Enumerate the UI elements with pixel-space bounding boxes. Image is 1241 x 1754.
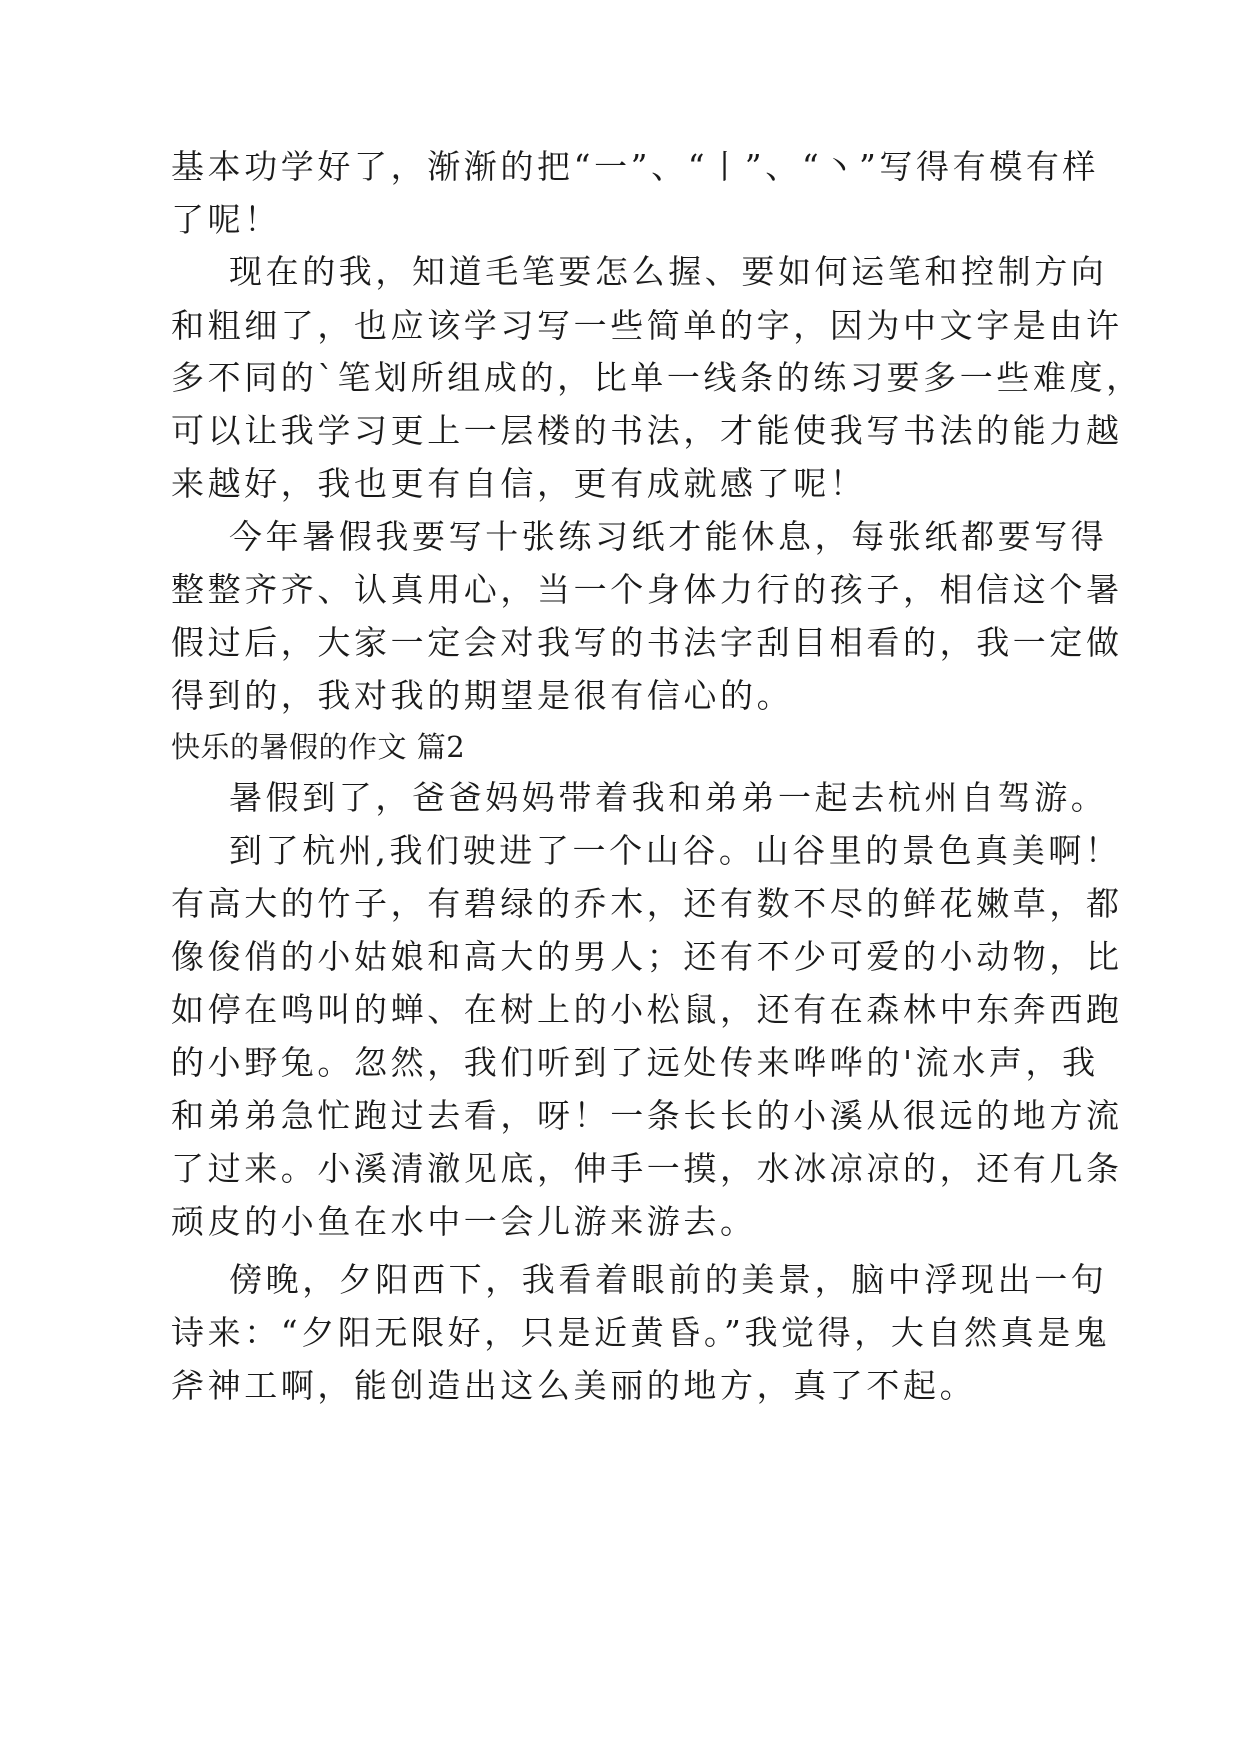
section-heading: 快乐的暑假的作文 篇2 <box>171 730 466 764</box>
paragraph-line: 整整齐齐、认真用心，当一个身体力行的孩子，相信这个暑 <box>171 570 1123 609</box>
paragraph-line: 到了杭州,我们驶进了一个山谷。山谷里的景色真美啊！ <box>229 831 1122 870</box>
paragraph-line: 来越好，我也更有自信，更有成就感了呢！ <box>171 464 867 503</box>
paragraph-line: 今年暑假我要写十张练习纸才能休息，每张纸都要写得 <box>229 517 1108 556</box>
paragraph-line: 傍晚，夕阳西下，我看着眼前的美景，脑中浮现出一句 <box>229 1260 1108 1299</box>
paragraph-line: 现在的我，知道毛笔要怎么握、要如何运笔和控制方向 <box>229 252 1108 291</box>
paragraph-line: 的小野兔。忽然，我们听到了远处传来哗哗的'流水声，我 <box>171 1043 1099 1082</box>
paragraph-line: 暑假到了，爸爸妈妈带着我和弟弟一起去杭州自驾游。 <box>229 778 1108 817</box>
paragraph-line: 和弟弟急忙跑过去看，呀！一条长长的小溪从很远的地方流 <box>171 1096 1123 1135</box>
paragraph-line: 和粗细了，也应该学习写一些简单的字，因为中文字是由许 <box>171 306 1123 345</box>
paragraph-line: 假过后，大家一定会对我写的书法字刮目相看的，我一定做 <box>171 623 1123 662</box>
paragraph-line: 像俊俏的小姑娘和高大的男人；还有不少可爱的小动物，比 <box>171 937 1123 976</box>
paragraph-line: 多不同的`笔划所组成的，比单一线条的练习要多一些难度， <box>171 358 1143 397</box>
paragraph-line: 了呢！ <box>171 200 281 239</box>
paragraph-line: 有高大的竹子，有碧绿的乔木，还有数不尽的鲜花嫩草，都 <box>171 884 1123 923</box>
paragraph-line: 了过来。小溪清澈见底，伸手一摸，水冰凉凉的，还有几条 <box>171 1149 1123 1188</box>
paragraph-line: 如停在鸣叫的蝉、在树上的小松鼠，还有在森林中东奔西跑 <box>171 990 1123 1029</box>
paragraph-line: 得到的，我对我的期望是很有信心的。 <box>171 676 794 715</box>
paragraph-line: 基本功学好了，渐渐的把“一”、“丨”、“丶”写得有模有样 <box>171 147 1100 186</box>
paragraph-line: 诗来：“夕阳无限好，只是近黄昏。”我觉得，大自然真是鬼 <box>171 1313 1111 1352</box>
paragraph-line: 顽皮的小鱼在水中一会儿游来游去。 <box>171 1202 757 1241</box>
paragraph-line: 斧神工啊，能创造出这么美丽的地方，真了不起。 <box>171 1366 977 1405</box>
paragraph-line: 可以让我学习更上一层楼的书法，才能使我写书法的能力越 <box>171 411 1123 450</box>
